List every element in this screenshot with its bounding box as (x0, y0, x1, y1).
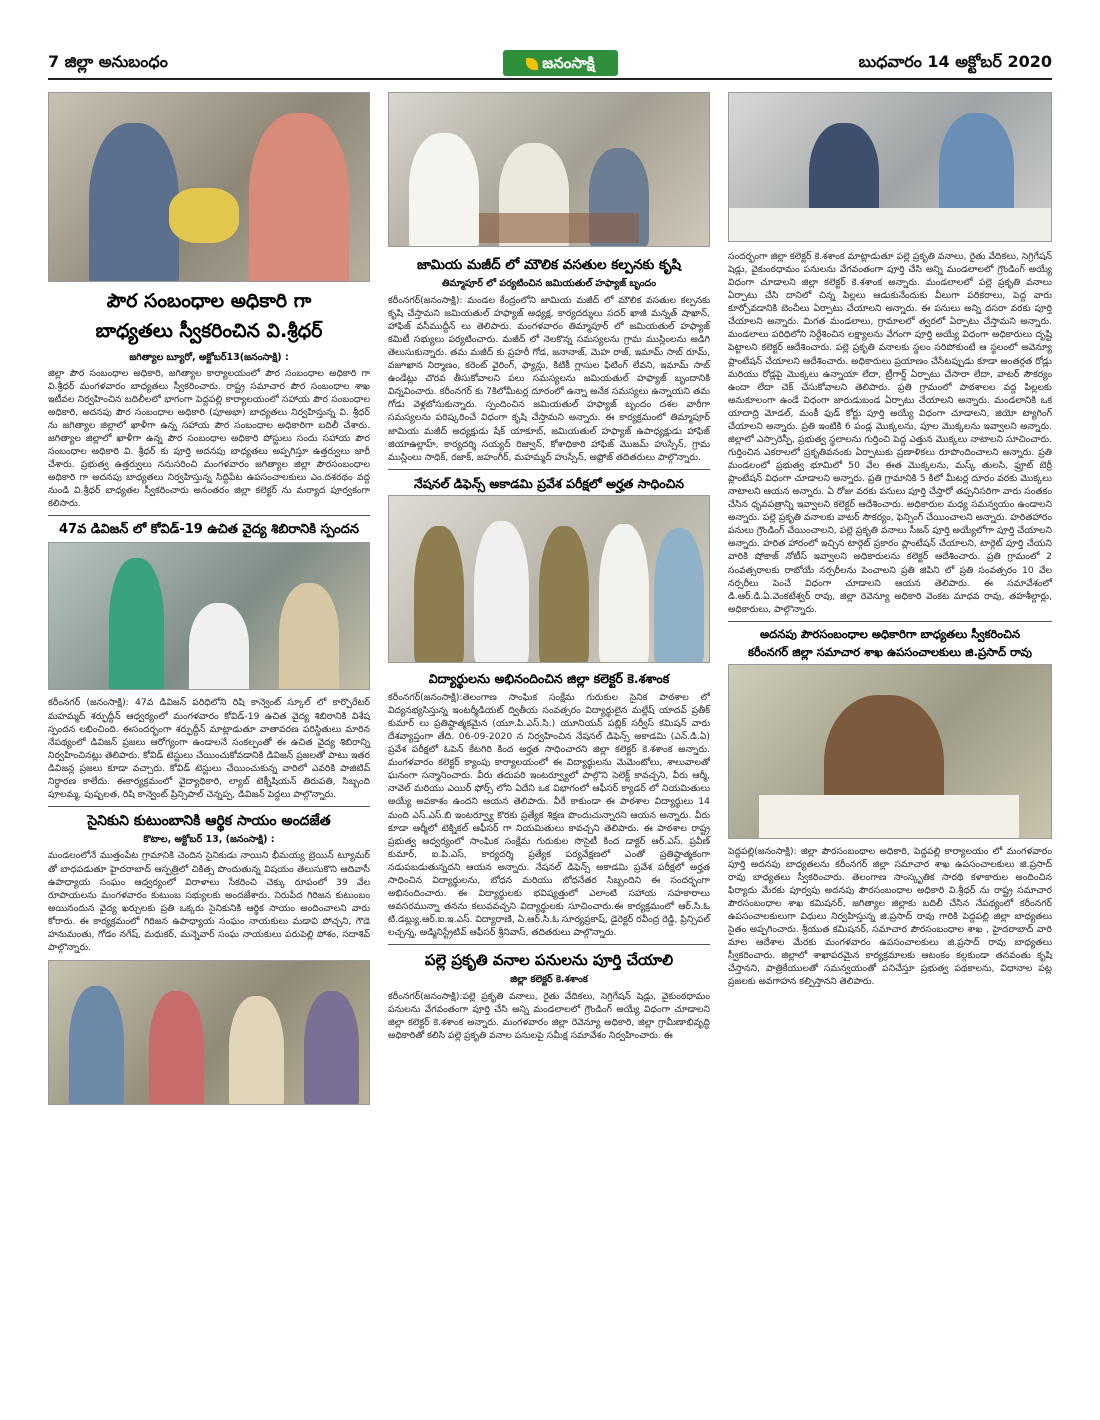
photo-soldier-aid (48, 960, 370, 1105)
page-header (48, 50, 1052, 80)
article-nda: కరీంనగర్(జనంసాక్షి):తెలంగాణ సాంఘిక సంక్షేమ గురుకుల సైనిక పాఠశాల లో విద్యనభ్యసిస్తున్న ఇంటర్మీడియట్ ద్వితీయ సంవత్సరం విద్యార్థులైన మల్లేష్ యాదవ్ ప్రతీక్ కుమార్ లు ప్రతిష్ఠాత్మకమైన (యూ.పి.ఎస్.సి.) యూనియన్ పబ్లిక్ సర్వీస్ కమిషన్ వారు దేశవ్యాప్తంగా తేది. 06-09-2020 న నిర్వహించిన నేషనల్ డిఫెన్స్ అకాడమి (ఎన్.డి.ఏ) ప్రవేశ పరీక్షలో ఓపెన్ కేటగిరి కింద అర్హత సాధించారని జిల్లా కలెక్టర్ కె.శశాంక అన్నారు. మంగళవారం కలెక్టర్ క్యాంపు కార్యాలయంలో ఈ విద్యార్థులను మెమెంటోలు, శాలువాలతో ఘనంగా సన్మానించారు. వీరు తదుపరి ఇంటర్వ్యూలో పాల్గొని సెలెక్ట్ కావచ్చని, వీరు ఆర్మీ, నావెల్ మరియు ఎయిర్ ఫోర్స్ లోని ఏదేని ఒక విభాగంలో ఆఫీసర్ క్యాడర్ లో నియమితులు అయ్యే అవకాశం ఉందని ఆయన తెలిపారు. వీరే కాకుండా ఈ పాఠశాల విద్యార్థులు 14 మంది ఎస్.ఎస్.బి ఇంటర్వ్యూ కొరకు ప్రత్యేక శిక్షణ పొందుచున్నారని ఆయన అన్నారు. వీరు కూడా ఆర్మీలో టెక్నికల్ ఆఫీసర్ గా నియమితులు కావచ్చని తెలిపారు. ఈ పాఠశాల రాష్ట్ర ప్రభుత్వ ఆధ్వర్యంలో సాంఘిక సంక్షేమ గురుకుల సొసైటీ కింద డాక్టర్ ఆర్.ఎస్. ప్రవీణ్ కుమార్, ఐ.పి.ఎస్, కార్యదర్శి ప్రత్యేక పర్యవేక్షణలో ఎంతో ప్రతిష్ఠాత్మకంగా నడుపబడుతున్నదని ఆయన అన్నారు. నేషనల్ డిఫెన్స్ అకాడమి ప్రవేశ పరీక్షలో అర్హత సాధించిన విద్యార్థులను, బోధన మరియు బోధనేతర సిబ్బందిని ఈ సందర్భంగా అభినందించారు. ఈ విద్యార్థులకు భవిష్యత్తులో ఎలాంటి సహాయ సహకారాలు అవసరమున్నా తనను కలువవచ్చని విద్యార్థులకు సూచించారు.ఈ కార్యక్రమంలో ఆర్.సి.ఓ టి.డబ్ల్యు.ఆర్.ఐ.ఇ.ఎస్. విద్యారాణి, ఏ.ఆర్.సి.ఓ సూర్యప్రకాష్, డైరెక్టర్ రవీంద్ర రెడ్డి, ప్రిన్సిపల్ లచ్చన్న, అడ్మినిస్ట్రేటివ్ ఆఫీసర్ శ్రీనివాస్, తదితరులు పాల్గొన్నారు. (388, 691, 710, 939)
divider (48, 515, 370, 516)
photo-figure (304, 991, 359, 1105)
newspaper-page (48, 40, 1052, 1390)
article-palle-vanalu-part2: సందర్భంగా జిల్లా కలెక్టర్ కె.శశాంక మాట్లాడుతూ పల్లె ప్రకృతి వనాలు, రైతు వేదికలు, సెగ్రిగేషన్ షెడ్లు, వైకుంఠధామం పనులను వేగవంతంగా పూర్తి చేసి అన్ని మండలాలలో గ్రౌండింగ్ అయ్యే విధంగా చూడాలని జిల్లా కలెక్టర్ కె.శశాంక అన్నారు. మండలాలలో పల్లె ప్రకృతి వనాలు ఏర్పాటు చేసి దానిలో చిన్న పిల్లలు ఆడుకునేందుకు వీలుగా పరికరాలు, పెద్ద వారు కూర్చోవడానికి బెంచీలు ఏర్పాటు చేయాలని అన్నారు. ఈ పనులు అన్ని దసరా వరకు పూర్తి చేయాలని అన్నారు. మిగత మండలాలు, గ్రామాలలో త్వరలో ఏర్పాటు చేస్తామని అన్నారు. మండలాలు పరిధిలోని నిర్దేశించిన లక్ష్యాలను వేగంగా పూర్తి అయ్యే విధంగా అధికారులు దృష్టి పెట్టాలని కలెక్టర్ ఆదేశించారు. పల్లె ప్రకృతి వనాలకు స్థలం సరిపోకుంటే ఆ స్థలంలో అవెన్యూ ప్లాంటేషన్ చేయాలని ఆదేశించారు. అధికారులు ప్రయాణం చేసేటప్పుడు కూడా అంతర్గత రోడ్లు మరియు రోడ్లపై మొక్కలు ఉన్నాయా లేదా, ట్రీగార్డ్ ఏర్పాటు చేసారా లేదా, వాటర్ సౌకర్యం ఉందా లేదా చెక్ చేసుకోవాలని తెలిపారు. ప్రతి గ్రామంలో పాఠశాలల వద్ద పిల్లలకు అనుకూలంగా ఉండే విధంగా జారుడుబండ ఏర్పాటు చేయాలని అన్నారు. మండలానికి ఒక యాదాద్రి మోడల్, మంకీ ఫుడ్ కోర్టు పూర్తి అయ్యే విధంగా చూడాలని, జియో ట్యాగింగ్ చేయాలని అన్నారు. ప్రతి ఇంటికి 6 పండ్ల మొక్కలను, పూల మొక్కలను ఇవ్వాలని అన్నారు. జిల్లాలో ఎస్సారెస్పీ, ప్రభుత్వ స్థలాలను గుర్తించి పెద్ద ఎత్తున మొక్కలు నాటాలని సూచించారు. గుర్తించిన ఎకరాలలో ప్రకృతివనంకు ఏర్పాటుకు ప్రణాళికలు రూపొందించాలని అన్నారు. ప్రతి మండలంలో ప్రభుత్వ భూమిలో 50 వేల ఈత మొక్కలను, మస్క్ తులసి, ఫ్రూట్ బెర్రీ ప్లాంటేషన్ విధంగా చూడాలని అన్నారు. ప్రతి గ్రామానికి 5 కిలో మీటర్ల దూరం వరకు మొక్కలు నాటాలని ఆయన అన్నారు. ఏ రోజు వరకు పనులు పూర్తి చేస్తారో తప్పనిసరిగా వారు సంతకం చేసిన ధృవపత్రాన్ని ఇవ్వాలని కలెక్టర్ ఆదేశించారు. అధికారుల మధ్య సమన్వయం ఉండాలని అన్నారు. పల్లె ప్రకృతి వనాలకు వాటర్ సౌకర్యం, ఫెన్సింగ్ చేయించాలని అన్నారు. హరితహారం పనులు గ్రౌండింగ్ చేయించాలని, పల్లె ప్రకృతి వనాలు సీజన్ పూర్తి అయ్యేలోగా పూర్తి చేయాలని అన్నారు. హరిత హారంలో ఇచ్చిన టార్గెట్ ప్రకారం ప్లాంటేషన్ చేయాలని, టార్గెట్ పూర్తి చేయని వారికి షోకాజ్ నోటీస్ ఇవ్వాలని అధికారులను కలెక్టర్ ఆదేశించారు. ప్రతి గ్రామంలో 2 సంవత్సరాలకు రాబోయే నర్సరీలను పెంచాలని ప్రతి జిపిని లో ప్రతి సంవత్సరం 10 వేల నర్సరీలు పెంచే విధంగా చూడాలని ఆయన తెలిపారు. ఈ సమావేశంలో డి.ఆర్.డి.ఏ.వెంకటేశ్వర్ రావు, జిల్లా రెవెన్యూ అధికారి వెంకట మాధవ రావు, తహశీల్దార్లు, అధికారులు, పాల్గొన్నారు. (728, 251, 1052, 615)
column-2 (388, 92, 710, 1042)
column-1 (48, 92, 370, 1105)
photo-figure (249, 113, 349, 282)
headline-sridhar-1: పౌర సంబంధాల అధికారి గా (106, 290, 312, 312)
article-sridhar: జిల్లా పౌర సంబంధాల అధికారి, జగిత్యాల కార్యాలయంలో పౌర సంబంధాల అధికారి గా వి.శ్రీధర్ మంగళవారం బాధ్యతలు స్వీకరించారు. రాష్ట్ర సమాచార పౌర సంబంధాల శాఖ ఇటీవల నిర్వహించిన బదిలీలలో భాగంగా పెద్దపల్లి కార్యాలయంలో సహాయ పౌర సంబంధాల అధికారి, అదనపు పౌర సంబంధాల అధికారి (పూఅభా) బాధ్యతలు నిర్వహిస్తున్న వి. శ్రీధర్ ను జగిత్యాల జిల్లాలో ఖాళీగా ఉన్న సహాయ పౌర సంబంధాల అధికారిగా బదిలీ చేశారు. జగిత్యాల జిల్లాలో ఖాళీగా ఉన్న పౌర సంబంధాల అధికారి పోస్టులు సందు సహాయ పౌర సంబంధాల అధికారి వి. శ్రీధర్ కు పూర్తి అదనపు బాధ్యతలు అప్పగిస్తూ ఉత్తర్వులు జారీ చేశారు. ప్రభుత్వ ఉత్తర్వులు ననుసరించి మంగళవారం జగిత్యాల జిల్లా పౌరసంబంధాల అధికారి గా అదనపు బాధ్యతలు నిర్వహిస్తున్న సిద్దిపేట ఉపసంచాలకులు ఎం.దశరథం వద్ద నుండి వి.శ్రీధర్ బాధ్యతల స్వీకరించారు అనంతరం జిల్లా కలెక్టర్ ను మర్యాద పూర్వకంగా కలిసారు. (48, 367, 370, 510)
photo-figure (414, 526, 464, 663)
photo-figure (539, 526, 589, 663)
photo-figure (279, 583, 339, 690)
subhead-masjid: తిమ్మాపూర్ లో పర్యటించిన జమియతుల్ హఫ్యాజ్ బృందం (441, 277, 657, 289)
photo-desk (759, 795, 1019, 839)
headline-palle-vanalu: పల్లె ప్రకృతి వనాల పనులను పూర్తి చేయాలి (424, 951, 674, 970)
photo-table (729, 208, 1052, 242)
dateline-soldier-aid: కొటాల, అక్టోబర్ 13, (జనంసాక్షి) : (143, 834, 275, 846)
divider (728, 621, 1052, 622)
photo-bouquet (169, 188, 239, 243)
leaf-icon (526, 58, 538, 70)
photo-figure (69, 986, 124, 1105)
headline-nda-2: విద్యార్థులను అభినందించిన జిల్లా కలెక్టర్ కె.శశాంక (428, 671, 670, 687)
photo-collector-review (728, 92, 1052, 242)
headline-covid-camp: 47వ డివిజన్ లో కోవిడ్-19 ఉచిత వైద్య శిబిరానికి స్పందన (59, 522, 359, 538)
photo-figure (89, 123, 179, 282)
subhead-palle-vanalu: జిల్లా కలెక్టర్ కె.శశాంక (510, 973, 588, 985)
photo-figure (189, 603, 249, 690)
article-covid-camp: కరీంనగర్ (జనంసాక్షి): 47వ డివిజన్ పరిధిలోని రిషి కాన్వెంట్ స్కూల్ లో కార్పొరేటర్ మహమ్మద్ శర్ఫుద్దీన్ ఆధ్వర్యంలో మంగళవారం కోవిడ్-19 ఉచిత వైద్య శిబిరానికి విశేష స్పందన లభించింది. ఈసందర్భంగా శర్ఫుద్దీన్ మాట్లాడుతూ వాతావరణ పరిస్థితులు మారిన నేపథ్యంలో డివిజన్ ప్రజలు ఆరోగ్యంగా ఉండాలనే సంకల్పంతో ఈ ఉచిత వైద్య శిబిరాన్ని నిర్వహించినట్లు తెలిపారు. కోవిడ్ టెస్టులు చేయించుకోవడానికి డివిజన్ ప్రజలతో పాటు ఇతర డివిజన్ల ప్రజలు కూడా వచ్చారు. కోవిడ్ టెస్టులు చేయించుకున్న వారిలో ఎవరికి పాజిటివ్ నిర్ధారణ కాలేదు. ఈకార్యక్రమంలో వైద్యాధికారి, ల్యాబ్ టెక్నీషియన్ తిరుపతి, సిబ్బంది పూలమ్మ, పుష్పలత, రిషి కాన్వెంట్ ప్రిన్సిపాల్ చెన్నప్ప, డివిజన్ పెద్దలు పాల్గొన్నారు. (48, 697, 370, 800)
divider (48, 806, 370, 807)
photo-figure (149, 991, 204, 1105)
photo-nda-students (388, 495, 710, 663)
photo-figure (409, 133, 479, 247)
photo-covid-camp (48, 542, 370, 690)
article-palle-vanalu-part1: కరీంనగర్(జనంసాక్షి):పల్లె ప్రకృతి వనాలు, రైతు వేదికలు, సెగ్రిగేషన్ షెడ్లు, వైకుంఠధామం పనులను వేగవంతంగా పూర్తి చేసి అన్ని మండలాలలో గ్రౌండింగ్ అయ్యే విధంగా చూడాలని జిల్లా కలెక్టర్ కె.శశాంక అన్నారు. మంగళవారం జిల్లా రెవెన్యూ అధికారి, జిల్లా గ్రామీణాభివృద్ధి అధికారితో కలిసి పల్లె ప్రకృతి వనాల పనులపై సమీక్ష సమావేశం నిర్వహించారు. ఈ (388, 990, 710, 1042)
photo-masjid-meeting (388, 92, 710, 247)
headline-prasad-rao-2: కరీంనగర్ జిల్లా సమాచార శాఖ ఉపసంచాలకులు జి.ప్రసాద్ రావు (747, 645, 1032, 660)
photo-figure (109, 558, 164, 690)
column-3 (728, 92, 1052, 988)
photo-figure (474, 521, 529, 663)
masthead-logo (503, 50, 618, 76)
photo-figure (654, 528, 704, 663)
article-masjid: కరీంనగర్(జనంసాక్షి): మండల కేంద్రంలోని జామియ మజీద్ లో మౌలిక వసతుల కల్పనకు కృషి చేస్తామని జమియతుల్ హఫ్యాజ్ అధ్యక్ష, కార్యదర్శులు సదర్ ఖాజీ మన్నత్ షాఖాన్, హాఫిజ్ వసీముద్దీన్ లు తెలిపారు. మంగళవారం తిమ్మాపూర్ లో జమియతుల్ హఫ్యాజ్ కమిటీ సభ్యులు పర్యటించారు. మజీద్ లో నెలకొన్న సమస్యలను గ్రామ ముస్లింలను అడిగి తెలుసుకున్నారు. తమ మజీద్ కు ప్రహరీ గోడ, జనానాజ్, మెహ రాజ్, ఇమామ్ సాబ్ రూమ్, వజూఖాన నిర్మాణం, కరెంట్ వైరింగ్, ఫ్యాన్లు, కిటికీ గ్లాసుల ఫిటింగ్ లేవని, ఇమామ్ సాబ్ ఉండేట్లు చొరవ తీసుకోవాలని పలు సమస్యలను జమియతుల్ హఫ్యాజ్ బృందానికి విన్నవించారు. కరీంనగర్ కు 7కిలోమీటర్ల దూరంలో ఉన్నా అనేక సమస్యలు ఉన్నాయని తమ గోడు వెళ్లబోసుకున్నారు. స్పందించిన జమియతుల్ హఫ్యాజ్ బృందం దశల వారీగా సమస్యలను పరిష్కరించే విధంగా కృషి చేస్తామని అన్నారు. ఈ కార్యక్రమంలో తిమ్మాపూర్ జామియ మజీద్ అధ్యక్షుడు షేక్ యాకూబ్, జమియతుల్ హఫ్యాజ్ ఉపాధ్యక్షుడు హాఫిజ్ జియాఉల్లాహ్, కార్యదర్శి సయ్యద్ రిజ్వాన్, కోశాధికారి హాఫిజ్ మొజమ్ హుస్సేన్, గ్రామ ముస్లింలు సాధిక్, రజాక్, జహంగీర్, మహమ్మద్ హుస్సేన్, అఫ్రోజ్ తదితరులు పాల్గొన్నారు. (388, 294, 710, 463)
photo-prasad-rao (728, 664, 1052, 839)
headline-nda-1: నేషనల్ డిఫెన్స్ అకాడమి ప్రవేశ పరీక్షలో అర్హత సాధించిన (414, 475, 684, 491)
headline-prasad-rao-1: అదనపు పౌరసంబంధాల అధికారిగా బాధ్యతలు స్వీకరించిన (759, 626, 1021, 641)
photo-carpet (479, 213, 639, 243)
divider (388, 469, 710, 470)
logo-text: జనంసాక్షి (542, 54, 595, 72)
issue-date: బుధవారం 14 అక్టోబర్ 2020 (858, 52, 1052, 71)
divider (388, 944, 710, 945)
article-prasad-rao: పెద్దపల్లి(జనంసాక్షి): జిల్లా పౌరసంబంధాల అధికారి, పెద్దపల్లి కార్యాలయం లో మంగళవారం పూర్తి అదనపు బాధ్యతలను కరీంనగర్ జిల్లా సమాచార శాఖ ఉపసంచాలకులు జి.ప్రసాద్ రావు బాధ్యతలు స్వీకరించారు. తెలంగాణ సాంస్కృతిక సారథి కళాకారుల అందించిన ఫిర్యాదు మేరకు పూర్వపు అదనపు పౌరసంబంధాల అధికారి వి.శ్రీధర్ ను రాష్ట్ర సమాచార పౌరసంబంధాల శాఖ కమిషనర్, జగిత్యాల జిల్లాకు బదిలీ చేసిన నేపథ్యంలో కరీంనగర్ ఉపసంచాలకులుగా విధులు నిర్వహిస్తున్న జి.ప్రసాద్ రావు గారికి పెద్దపల్లి జిల్లా బాధ్యతలు సైతం అప్పగించారు. శ్రీయుత కమిషనర్, సమాచార పౌరసంబంధాల శాఖ , హైదరాబాద్ వారి మాల ఆదేశాల మేరకు మంగళవారం ఉపసంచాలకులు జి.ప్రసాద్ రావు బాధ్యతలు స్వీకరించారు. జిల్లాలో శాఖాపరమైన కార్యక్రమాలకు ఆటంకం కల్గకుండా తనవంతు కృషి చేస్తానని, పాత్రికేయులతో సమన్వయంతో పనిచేస్తూ ప్రభుత్వ పథకాలను, విధానాల పట్ల ప్రజలకు అవగాహన కల్పిస్తానని తెలిపారు. (728, 845, 1052, 988)
article-soldier-aid: మండలంలోనే ముత్తంపేట గ్రామానికి చెందిన సైనికుడు నాయిని భీమయ్య బ్రెయిన్ ట్యూమర్ తో బాధపడుతూ హైదరాబాద్ ఆస్పత్రిలో చికిత్స పొందుతున్న విషయం తెలుసుకొని ఆదివాసీ ఉపాధ్యాయ సంఘం ఆధ్వర్యంలో విరాళాలు సేకరించి చెక్కు రూపంలో 39 వేల రూపాయలను మంగళవారం కుటుంబ సభ్యులకు అందజేశారు. నిరుపేద గిరిజన కుటుంబం అయినందున వైద్య ఖర్చులకు ప్రతి ఒక్కరు సైనికునికి ఆర్థిక సాయం అందించాలని వారు కోరారు. ఈ కార్యక్రమంలో గిరిజన ఉపాధ్యాయ సంఘం నాయకులు మడావి పోచ్చని, గౌడె హనుమంతు, గోడం నగేష్, మధుకర్, మన్నెవార్ సంఘ నాయకులు పరుపెల్లి పోశం, సదాశివ్ పాల్గొన్నారు. (48, 850, 370, 953)
photo-figure (229, 996, 284, 1105)
photo-figure (599, 524, 649, 663)
page-label: 7 జిల్లా అనుబంధం (48, 52, 168, 71)
headline-soldier-aid: సైనికుని కుటుంబానికి ఆర్థిక సాయం అందజేత (87, 812, 331, 829)
dateline-sridhar: జగిత్యాల బ్యూరో, అక్టోబర్13(జనంసాక్షి) : (129, 351, 289, 363)
headline-masjid: జామియ మజీద్ లో మౌలిక వసతుల కల్పనకు కృషి (416, 257, 682, 273)
photo-handover (48, 92, 370, 282)
headline-sridhar-2: బాధ్యతలు స్వీకరించిన వి.శ్రీధర్ (95, 319, 323, 342)
